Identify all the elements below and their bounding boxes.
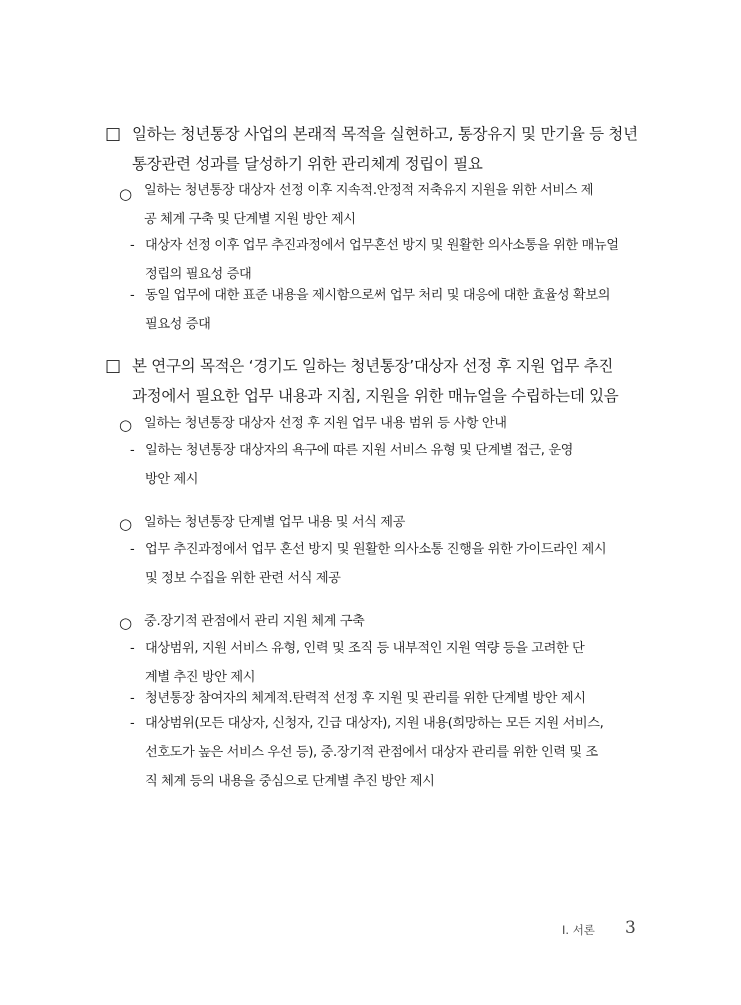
section-2-item-2-sub-1 bbox=[145, 535, 637, 593]
text-line: 대상범위(모든 대상자, 신청자, 긴급 대상자), 지원 내용(희망하는 모든 지원 서비스, bbox=[145, 716, 604, 731]
dash-bullet: - bbox=[130, 691, 135, 706]
text-line: 일하는 청년통장 단계별 업무 내용 및 서식 제공 bbox=[144, 515, 405, 530]
text-line: 직 체계 등의 내용을 중심으로 단계별 추진 방안 제시 bbox=[145, 774, 435, 789]
dash-bullet: - bbox=[130, 288, 135, 303]
text-line: 방안 제시 bbox=[145, 472, 199, 487]
circle-bullet: ○ bbox=[119, 614, 133, 632]
dash-bullet: - bbox=[130, 641, 135, 656]
dash-bullet: - bbox=[130, 443, 135, 458]
text-line: 청년통장 참여자의 체계적․탄력적 선정 후 지원 및 관리를 위한 단계별 방안 제시 bbox=[145, 691, 586, 706]
text-line: 업무 추진과정에서 업무 혼선 방지 및 원활한 의사소통 진행을 위한 가이드라인 제시 bbox=[145, 542, 607, 557]
text-line: 일하는 청년통장 대상자의 욕구에 따른 지원 서비스 유형 및 단계별 접근, 운영 bbox=[145, 443, 574, 458]
dash-bullet: - bbox=[130, 542, 135, 557]
section-1-item-1-sub-2 bbox=[145, 281, 637, 339]
text-line: 정립의 필요성 증대 bbox=[145, 267, 252, 282]
square-bullet: □ bbox=[105, 124, 122, 144]
text-line: 통장관련 성과를 달성하기 위한 관리체계 정립이 필요 bbox=[132, 155, 483, 173]
text-line: 선호도가 높은 서비스 우선 등), 중․장기적 관점에서 대상자 관리를 위한 인력 및 조 bbox=[145, 745, 598, 760]
text-line: 계별 추진 방안 제시 bbox=[145, 670, 256, 685]
text-line: 일하는 청년통장 대상자 선정 이후 지속적․안정적 저축유지 지원을 위한 서비스 제 bbox=[144, 183, 594, 198]
dash-bullet: - bbox=[130, 716, 135, 731]
circle-bullet: ○ bbox=[119, 515, 133, 533]
section-2-item-2 bbox=[144, 508, 639, 537]
text-line: 일하는 청년통장 사업의 본래적 목적을 실현하고, 통장유지 및 만기율 등 청년 bbox=[132, 125, 638, 143]
dash-bullet: - bbox=[130, 238, 135, 253]
text-line: 일하는 청년통장 대상자 선정 후 지원 업무 내용 범위 등 사항 안내 bbox=[144, 416, 507, 431]
text-line: 본 연구의 목적은 ‘경기도 일하는 청년통장’대상자 선정 후 지원 업무 추진 bbox=[132, 357, 614, 375]
text-line: 필요성 증대 bbox=[145, 317, 211, 332]
section-2-item-1 bbox=[144, 409, 639, 438]
section-1-heading bbox=[132, 119, 637, 179]
page-number: 3 bbox=[625, 918, 636, 938]
section-2-item-3-sub-3 bbox=[145, 709, 637, 796]
section-1-item-1 bbox=[144, 176, 639, 234]
text-line: 대상범위, 지원 서비스 유형, 인력 및 조직 등 내부적인 지원 역량 등을 고려한 단 bbox=[145, 641, 585, 656]
circle-bullet: ○ bbox=[119, 185, 133, 203]
footer-section-label: Ⅰ. 서론 bbox=[562, 923, 595, 937]
section-2-item-1-sub-1 bbox=[145, 436, 637, 494]
circle-bullet: ○ bbox=[119, 416, 133, 434]
text-line: 대상자 선정 이후 업무 추진과정에서 업무혼선 방지 및 원활한 의사소통을 위한 매뉴얼 bbox=[145, 238, 619, 253]
section-2-heading bbox=[132, 351, 637, 411]
square-bullet: □ bbox=[105, 356, 122, 376]
text-line: 동일 업무에 대한 표준 내용을 제시함으로써 업무 처리 및 대응에 대한 효율성 확보의 bbox=[145, 288, 611, 303]
section-2-item-3 bbox=[144, 607, 639, 636]
text-line: 중․장기적 관점에서 관리 지원 체계 구축 bbox=[144, 614, 365, 629]
text-line: 및 정보 수집을 위한 관련 서식 제공 bbox=[145, 571, 341, 586]
text-line: 과정에서 필요한 업무 내용과 지침, 지원을 위한 매뉴얼을 수립하는데 있음 bbox=[132, 387, 619, 405]
text-line: 공 체계 구축 및 단계별 지원 방안 제시 bbox=[144, 212, 356, 227]
